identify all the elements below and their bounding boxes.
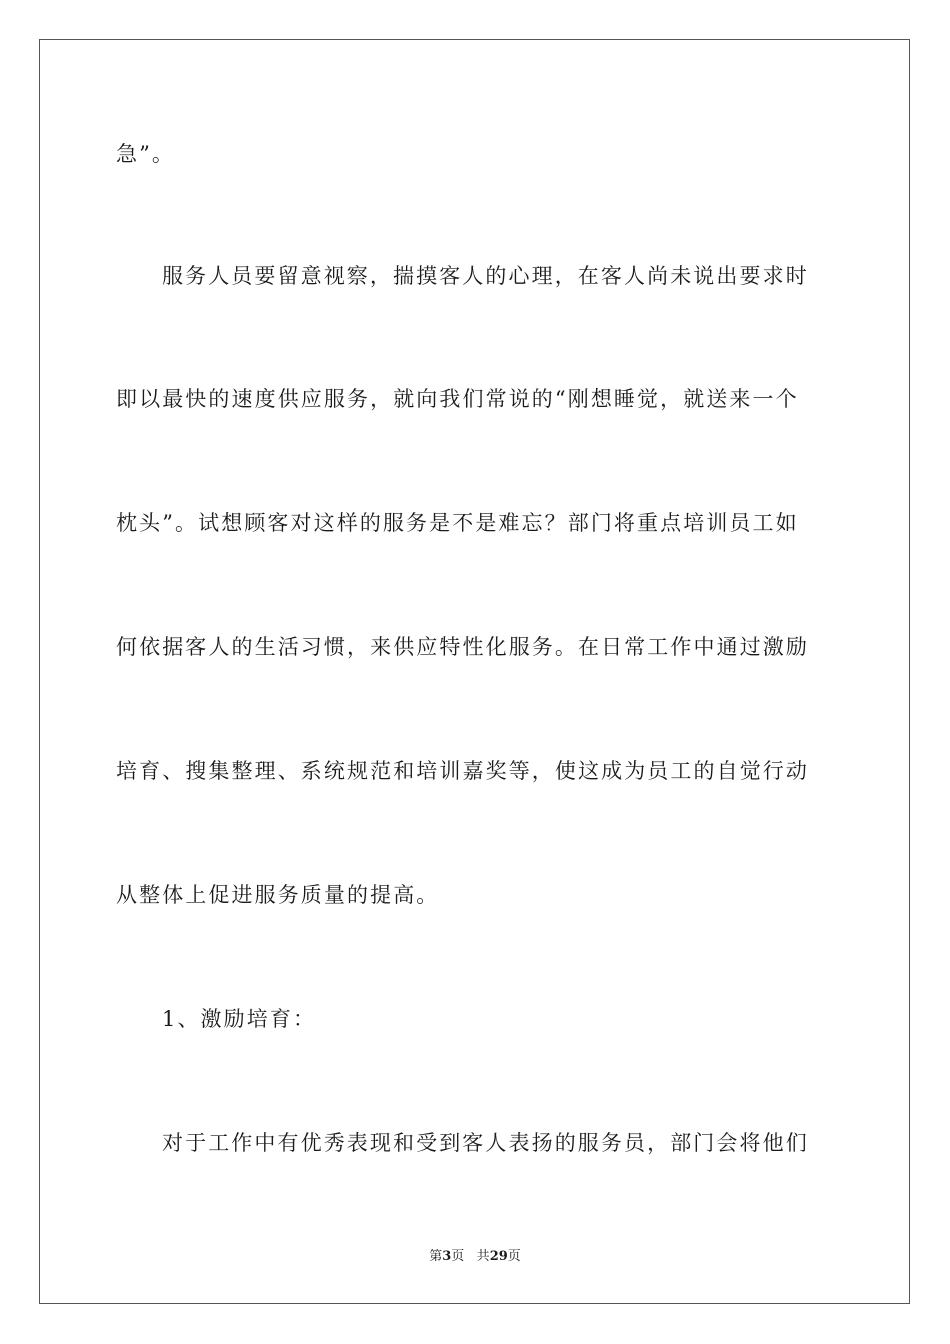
- page-footer: [0, 1248, 950, 1266]
- text-line: 枕头”。试想顾客对这样的服务是不是难忘？部门将重点培训员工如: [116, 511, 799, 535]
- paragraph-line: 服务人员要留意视察，揣摸客人的心理，在客人尚未说出要求时: [162, 264, 809, 288]
- text-line: 培育、搜集整理、系统规范和培训嘉奖等，使这成为员工的自觉行动: [116, 759, 809, 783]
- page-suffix: 页: [451, 1249, 465, 1264]
- text-line: 从整体上促进服务质量的提高。: [116, 883, 440, 907]
- page-border: [39, 39, 910, 1304]
- text-line: 何依据客人的生活习惯，来供应特性化服务。在日常工作中通过激励: [116, 635, 809, 659]
- paragraph-line: 对于工作中有优秀表现和受到客人表扬的服务员，部门会将他们: [162, 1131, 809, 1155]
- page-total: 29: [489, 1249, 508, 1264]
- section-heading: 1、激励培育：: [162, 1007, 317, 1031]
- page-current: 3: [442, 1249, 452, 1264]
- page-prefix: 第: [429, 1249, 443, 1264]
- text-line: 急”。: [116, 142, 176, 166]
- total-prefix: 共: [476, 1249, 490, 1264]
- text-line: 即以最快的速度供应服务，就向我们常说的“刚想睡觉，就送来一个: [116, 387, 799, 411]
- total-suffix: 页: [507, 1249, 521, 1264]
